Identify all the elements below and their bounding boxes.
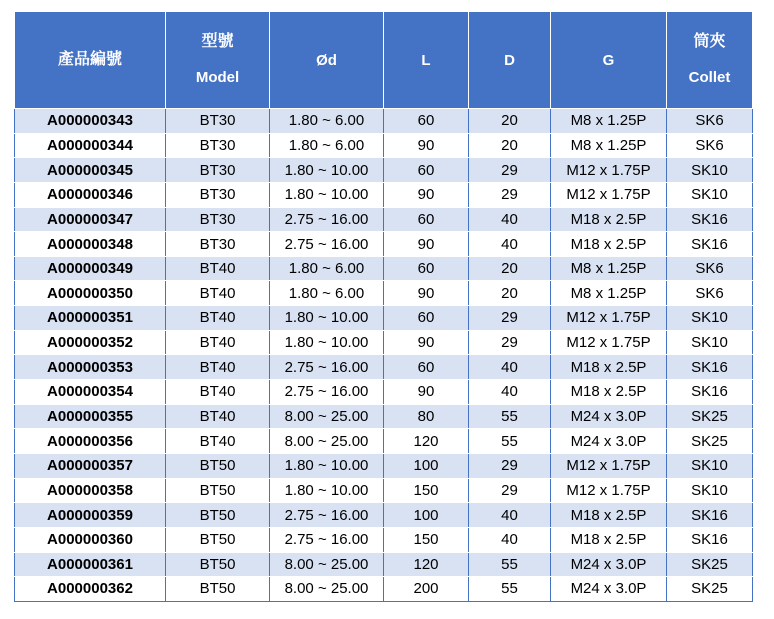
diameter-cell: 1.80 ~ 10.00 [270, 478, 384, 503]
length-cell: 150 [384, 527, 469, 552]
product-code-cell: A000000346 [15, 182, 166, 207]
product-spec-table [14, 11, 753, 602]
table-row [15, 256, 753, 281]
diameter-cell: 1.80 ~ 10.00 [270, 306, 384, 331]
length-cell: 120 [384, 552, 469, 577]
thread-cell: M12 x 1.75P [551, 478, 667, 503]
table-row [15, 380, 753, 405]
model-cell: BT40 [166, 330, 270, 355]
header-label-en: Model [195, 69, 240, 86]
d-cell: 20 [469, 133, 551, 158]
model-cell: BT40 [166, 404, 270, 429]
thread-cell: M12 x 1.75P [551, 306, 667, 331]
product-code-cell: A000000353 [15, 355, 166, 380]
table-row [15, 355, 753, 380]
header-model [166, 12, 270, 109]
diameter-cell: 2.75 ~ 16.00 [270, 207, 384, 232]
model-cell: BT40 [166, 355, 270, 380]
length-cell: 100 [384, 503, 469, 528]
table-row [15, 552, 753, 577]
thread-cell: M24 x 3.0P [551, 429, 667, 454]
table-row [15, 306, 753, 331]
d-cell: 40 [469, 380, 551, 405]
collet-cell: SK25 [667, 429, 753, 454]
d-cell: 29 [469, 306, 551, 331]
length-cell: 100 [384, 453, 469, 478]
model-cell: BT30 [166, 133, 270, 158]
length-cell: 90 [384, 330, 469, 355]
table-row [15, 232, 753, 257]
collet-cell: SK16 [667, 503, 753, 528]
d-cell: 29 [469, 158, 551, 183]
model-cell: BT40 [166, 306, 270, 331]
collet-cell: SK6 [667, 133, 753, 158]
length-cell: 90 [384, 182, 469, 207]
diameter-cell: 8.00 ~ 25.00 [270, 577, 384, 602]
collet-cell: SK16 [667, 207, 753, 232]
table-row [15, 330, 753, 355]
length-cell: 150 [384, 478, 469, 503]
thread-cell: M12 x 1.75P [551, 453, 667, 478]
length-cell: 80 [384, 404, 469, 429]
d-cell: 29 [469, 330, 551, 355]
collet-cell: SK10 [667, 182, 753, 207]
header-thread [551, 12, 667, 109]
product-code-cell: A000000356 [15, 429, 166, 454]
d-cell: 29 [469, 182, 551, 207]
product-code-cell: A000000355 [15, 404, 166, 429]
header-product-code [15, 12, 166, 109]
product-code-cell: A000000362 [15, 577, 166, 602]
collet-cell: SK10 [667, 158, 753, 183]
collet-cell: SK25 [667, 404, 753, 429]
header-label-zh: 產品編號 [57, 51, 122, 68]
product-code-cell: A000000347 [15, 207, 166, 232]
length-cell: 60 [384, 207, 469, 232]
header-label-zh: 型號 [201, 33, 234, 50]
d-cell: 40 [469, 232, 551, 257]
length-cell: 90 [384, 133, 469, 158]
thread-cell: M8 x 1.25P [551, 281, 667, 306]
collet-cell: SK10 [667, 478, 753, 503]
header-row [15, 12, 753, 109]
diameter-cell: 1.80 ~ 6.00 [270, 109, 384, 134]
product-code-cell: A000000345 [15, 158, 166, 183]
table-row [15, 207, 753, 232]
collet-cell: SK25 [667, 552, 753, 577]
diameter-cell: 2.75 ~ 16.00 [270, 232, 384, 257]
d-cell: 40 [469, 207, 551, 232]
diameter-cell: 2.75 ~ 16.00 [270, 380, 384, 405]
table-row [15, 182, 753, 207]
thread-cell: M18 x 2.5P [551, 503, 667, 528]
product-code-cell: A000000349 [15, 256, 166, 281]
d-cell: 55 [469, 404, 551, 429]
collet-cell: SK16 [667, 355, 753, 380]
d-cell: 55 [469, 577, 551, 602]
d-cell: 40 [469, 527, 551, 552]
product-code-cell: A000000360 [15, 527, 166, 552]
table-row [15, 404, 753, 429]
product-code-cell: A000000357 [15, 453, 166, 478]
model-cell: BT30 [166, 109, 270, 134]
table-row [15, 577, 753, 602]
thread-cell: M18 x 2.5P [551, 232, 667, 257]
length-cell: 90 [384, 281, 469, 306]
diameter-cell: 1.80 ~ 10.00 [270, 330, 384, 355]
collet-cell: SK6 [667, 256, 753, 281]
d-cell: 29 [469, 453, 551, 478]
model-cell: BT50 [166, 453, 270, 478]
table-row [15, 478, 753, 503]
header-label-en: D [504, 51, 515, 69]
table-row [15, 453, 753, 478]
product-code-cell: A000000361 [15, 552, 166, 577]
diameter-cell: 1.80 ~ 10.00 [270, 158, 384, 183]
model-cell: BT50 [166, 503, 270, 528]
product-code-cell: A000000350 [15, 281, 166, 306]
header-label-en: L [421, 51, 431, 69]
product-code-cell: A000000354 [15, 380, 166, 405]
table-row [15, 503, 753, 528]
thread-cell: M8 x 1.25P [551, 109, 667, 134]
diameter-cell: 1.80 ~ 10.00 [270, 182, 384, 207]
d-cell: 40 [469, 503, 551, 528]
length-cell: 120 [384, 429, 469, 454]
collet-cell: SK10 [667, 306, 753, 331]
model-cell: BT40 [166, 429, 270, 454]
d-cell: 55 [469, 429, 551, 454]
diameter-cell: 8.00 ~ 25.00 [270, 404, 384, 429]
length-cell: 60 [384, 109, 469, 134]
diameter-cell: 2.75 ~ 16.00 [270, 355, 384, 380]
thread-cell: M24 x 3.0P [551, 577, 667, 602]
thread-cell: M18 x 2.5P [551, 355, 667, 380]
d-cell: 40 [469, 355, 551, 380]
product-code-cell: A000000344 [15, 133, 166, 158]
header-diameter [270, 12, 384, 109]
model-cell: BT50 [166, 552, 270, 577]
d-cell: 55 [469, 552, 551, 577]
thread-cell: M24 x 3.0P [551, 404, 667, 429]
collet-cell: SK16 [667, 380, 753, 405]
product-code-cell: A000000348 [15, 232, 166, 257]
diameter-cell: 8.00 ~ 25.00 [270, 552, 384, 577]
length-cell: 90 [384, 232, 469, 257]
diameter-cell: 1.80 ~ 6.00 [270, 256, 384, 281]
length-cell: 60 [384, 158, 469, 183]
collet-cell: SK6 [667, 281, 753, 306]
diameter-cell: 2.75 ~ 16.00 [270, 503, 384, 528]
diameter-cell: 8.00 ~ 25.00 [270, 429, 384, 454]
diameter-cell: 2.75 ~ 16.00 [270, 527, 384, 552]
thread-cell: M12 x 1.75P [551, 158, 667, 183]
header-label-zh: 筒夾 [693, 33, 726, 50]
collet-cell: SK6 [667, 109, 753, 134]
thread-cell: M18 x 2.5P [551, 207, 667, 232]
table-body [15, 109, 753, 602]
collet-cell: SK16 [667, 232, 753, 257]
collet-cell: SK25 [667, 577, 753, 602]
table-row [15, 133, 753, 158]
product-code-cell: A000000358 [15, 478, 166, 503]
product-code-cell: A000000359 [15, 503, 166, 528]
diameter-cell: 1.80 ~ 10.00 [270, 453, 384, 478]
thread-cell: M18 x 2.5P [551, 527, 667, 552]
table-row [15, 281, 753, 306]
model-cell: BT40 [166, 256, 270, 281]
product-code-cell: A000000352 [15, 330, 166, 355]
product-code-cell: A000000343 [15, 109, 166, 134]
model-cell: BT30 [166, 158, 270, 183]
model-cell: BT30 [166, 207, 270, 232]
model-cell: BT50 [166, 577, 270, 602]
header-label-en: G [602, 51, 615, 69]
header-length [384, 12, 469, 109]
diameter-cell: 1.80 ~ 6.00 [270, 281, 384, 306]
thread-cell: M12 x 1.75P [551, 182, 667, 207]
d-cell: 20 [469, 281, 551, 306]
length-cell: 60 [384, 355, 469, 380]
model-cell: BT50 [166, 527, 270, 552]
table-row [15, 527, 753, 552]
model-cell: BT30 [166, 182, 270, 207]
thread-cell: M12 x 1.75P [551, 330, 667, 355]
model-cell: BT40 [166, 281, 270, 306]
table-row [15, 109, 753, 134]
model-cell: BT40 [166, 380, 270, 405]
thread-cell: M24 x 3.0P [551, 552, 667, 577]
thread-cell: M18 x 2.5P [551, 380, 667, 405]
d-cell: 20 [469, 109, 551, 134]
product-code-cell: A000000351 [15, 306, 166, 331]
header-d [469, 12, 551, 109]
length-cell: 200 [384, 577, 469, 602]
model-cell: BT30 [166, 232, 270, 257]
thread-cell: M8 x 1.25P [551, 133, 667, 158]
header-collet [667, 12, 753, 109]
d-cell: 29 [469, 478, 551, 503]
length-cell: 90 [384, 380, 469, 405]
thread-cell: M8 x 1.25P [551, 256, 667, 281]
collet-cell: SK10 [667, 330, 753, 355]
header-label-en: Collet [688, 69, 731, 86]
table-row [15, 429, 753, 454]
length-cell: 60 [384, 306, 469, 331]
table-row [15, 158, 753, 183]
collet-cell: SK16 [667, 527, 753, 552]
collet-cell: SK10 [667, 453, 753, 478]
header-label-en: Ød [316, 51, 337, 69]
model-cell: BT50 [166, 478, 270, 503]
d-cell: 20 [469, 256, 551, 281]
length-cell: 60 [384, 256, 469, 281]
diameter-cell: 1.80 ~ 6.00 [270, 133, 384, 158]
